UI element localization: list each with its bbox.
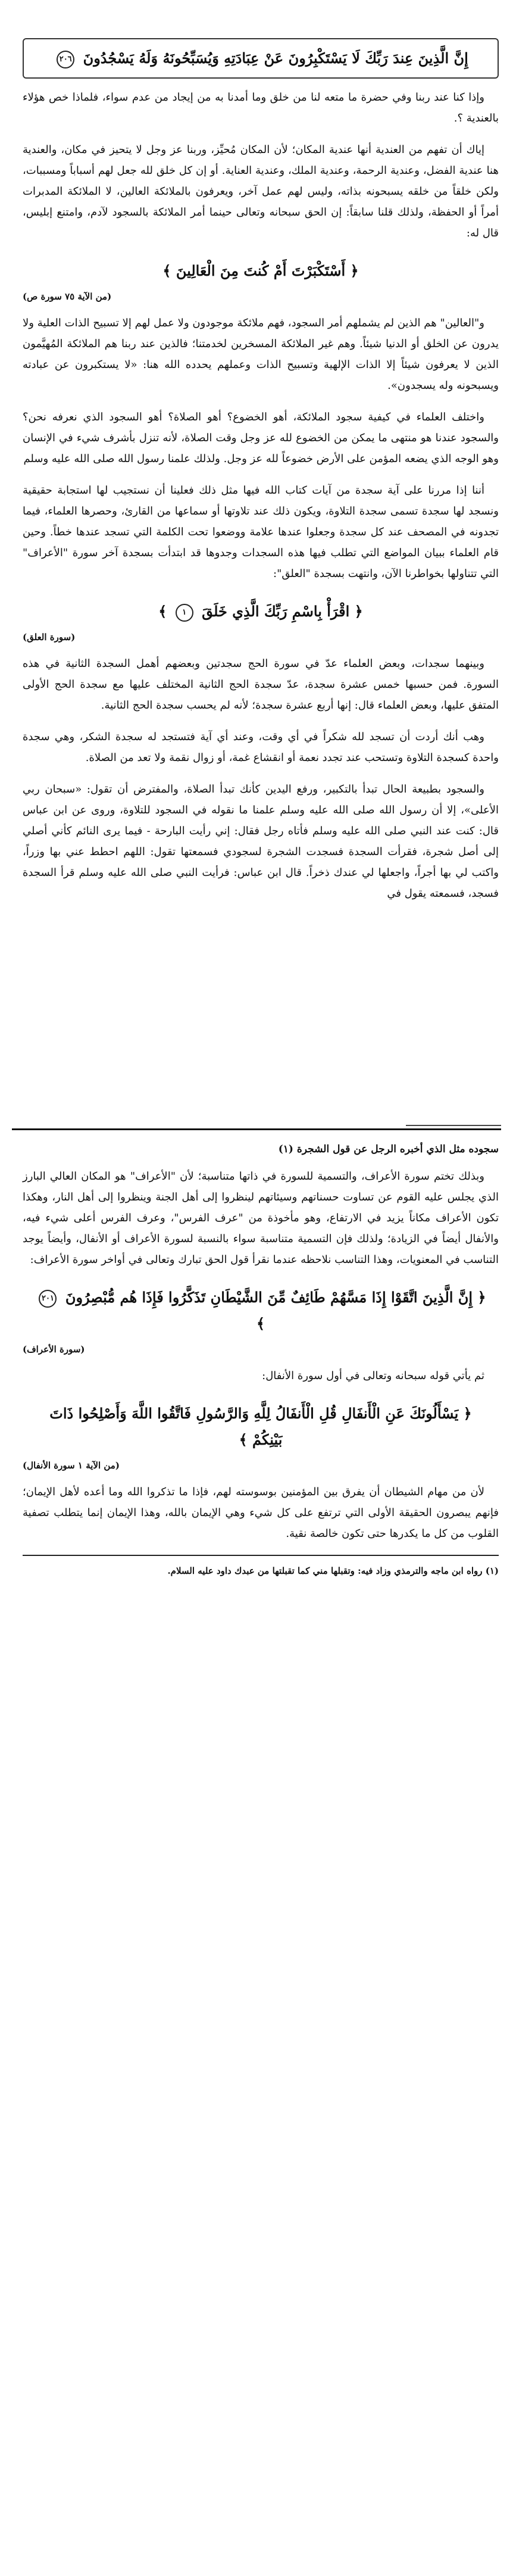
footnote-rule [23,1555,499,1556]
continued-text-body: سجوده مثل الذي أخبره الرجل عن قول الشجرة [296,1143,499,1155]
paragraph: والسجود بطبيعة الحال تبدأ بالتكبير، ورفع اليدين كأنك تبدأ الصلاة، والمفترض أن تقول: «سبحان ربي الأعلى»، إلا أن رسول الله صلى الله عليه وسلم علمنا ما نقوله في السجود للتلاوة، وروى عن ابن عباس قال: كنت عند النبي صلى الله عليه وسلم فأتاه رجل فقال: إني رأيت البارحة - فيما يرى النائم كأني أصلي إلى أصل شجرة، فقرأت السجدة فسجدت الشجرة لسجودي فسمعتها تقول: اللهم احطط عني بها وزراً، واكتب لي بها أجراً، واجعلها لي عندك ذخراً. قال ابن عباس: فرأيت النبي صلى الله عليه وسلم قرأ السجدة فسجد، فسمعته يقول في [23,783,499,900]
quran-verse-text: أَسْتَكْبَرْتَ أَمْ كُنتَ مِنَ الْعَالِينَ [176,262,346,279]
quran-verse-text: اقْرَأْ بِاسْمِ رَبِّكَ الَّذِي خَلَقَ [202,603,350,620]
ayah-header-text: إِنَّ الَّذِينَ عِندَ رَبِّكَ لَا يَسْتَكْبِرُونَ عَنْ عِبَادَتِهِ وَيُسَبِّحُونَهُ وَلَهُ يَسْجُدُونَ [83,49,468,67]
top-page [23,32,499,1002]
verse-reference: (سورة الأعراف) [23,1344,85,1355]
ayah-number-mark: ٢٠١ [39,1290,57,1308]
quran-verse: ﴿ اقْرَأْ بِاسْمِ رَبِّكَ الَّذِي خَلَقَ ١ ﴾ [23,595,499,628]
paragraph: أننا إذا مررنا على آية سجدة من آيات كتاب الله فيها مثل ذلك فعلينا أن نستجيب لها استجابة حقيقية ونسجد لها سجدة تسمى سجدة التلاوة، ويكون ذلك عند تلاوتها أو سماعها من القارئ، وحصرها العلماء، فيما تجدونه في المصحف عند كل سجدة وجعلوا عندها علامة ووضعوا تحت الكلمة التي تسجد عندها خطاً. وحين قام العلماء ببيان المواضع التي تطلب فيها هذه السجدات وجدوها قد ابتدأت بسجدة آخر سورة "الأعراف" التي تتناولها بخواطرنا الآن، وانتهت بسجدة "العلق": [23,484,499,580]
page-divider [12,1128,501,1130]
quran-verse-text: إِنَّ الَّذِينَ اتَّقَوْا إِذَا مَسَّهُمْ طَائِفٌ مِّنَ الشَّيْطَانِ تَذَكَّرُوا فَإِذَا هُم مُّبْصِرُونَ [65,1289,473,1306]
paragraph: لأن من مهام الشيطان أن يفرق بين المؤمنين بوسوسته لهم، فإذا ما تذكروا الله وما أعده لأهل الإيمان؛ فإنهم يبصرون الحقيقة الأولى التي ترتفع على كل شيء وهي الإيمان بالله، وهذا الإيمان إنما يتطلب تصفية القلوب من كل ما يكدرها حتى تكون خالصة نقية. [23,1486,499,1540]
paragraph: وبينهما سجدات، وبعض العلماء عدّ في سورة الحج سجدتين وبعضهم أهمل السجدة الثانية في هذه السورة. فمن حسبها خمس عشرة سجدة، عدّ سجدة الحج الثانية المختلف عليها مع سجدة الحج الأولى المتفق عليها، وبعض العلماء قال: إنها أربع عشرة سجدة؛ لأنه لم يحسب سجدة الحج الثانية. [23,657,499,712]
paragraph: و"العالين" هم الذين لم يشملهم أمر السجود، فهم ملائكة موجودون ولا عمل لهم إلا تسبيح الذات العلية ولا يدرون عن الخلق أو الدنيا شيئاً. وهم غير الملائكة المسخرين لخدمتنا؛ فالذين عند ربنا هم الملائكة المُهيَّمون الذين لا يعرفون شيئاً إلا الذات الإلهية وتسبيح الذات وعملهم يحدده الله هنا: «لا يستكبرون عن عبادته ويسبحونه وله يسجدون». [23,317,499,392]
paragraph: إياك أن تفهم من العندية أنها عندية المكان؛ لأن المكان مُحيِّز، وربنا عز وجل لا يتحيز في مكان، والعندية هنا عندية الفضل، وعندية الرحمة، وعندية الملك، وعندية العناية. أو إن كل خلق لله جعل لهم أسباباً ومسببات، ولكن خلقاً من خلقه يسبحونه بذاته، وليس لهم عمل آخر، ويعرفون بالملائكة العالين، لا الملائكة المدبرات أمراً أو الحفظة، ولذلك قلنا سابقاً: إن الحق سبحانه وتعالى حينما أمر الملائكة بالسجود لآدم، وامتنع إبليس، قال له: [23,144,499,239]
footnote: (١) رواه ابن ماجه والترمذي وزاد فيه: وتقبلها مني كما تقبلتها من عبدك داود عليه السلام. [167,1565,499,1576]
continued-text [23,1143,499,1155]
bottom-page [23,1143,499,2048]
paragraph: واختلف العلماء في كيفية سجود الملائكة، أهو الخضوع؟ أهو الصلاة؟ أهو السجود الذي نعرفه نحن؟ والسجود عندنا هو منتهى ما يمكن من الخضوع لله عز وجل وقت الصلاة، لأنه تنزل بأشرف شيء في الإنسان وهو الوجه الذي يضعه المؤمن على الأرض خضوعاً لله عز وجل. ولذلك علمنا رسول الله صلى الله عليه وسلم [23,411,499,465]
quran-verse: ﴿ أَسْتَكْبَرْتَ أَمْ كُنتَ مِنَ الْعَالِينَ ﴾ [162,262,359,279]
ayah-header [23,38,499,79]
paragraph: ثم يأتي قوله سبحانه وتعالى في أول سورة الأنفال: [262,1370,484,1382]
quran-verse: ﴿ إِنَّ الَّذِينَ اتَّقَوْا إِذَا مَسَّهُمْ طَائِفٌ مِّنَ الشَّيْطَانِ تَذَكَّرُوا فَإِذَا هُم مُّبْصِرُونَ ٢٠١ ﴾ [23,1281,499,1340]
quran-verse: ﴿ يَسْأَلُونَكَ عَنِ الْأَنفَالِ قُلِ الْأَنفَالُ لِلَّهِ وَالرَّسُولِ فَاتَّقُوا اللَّهَ وَأَصْلِحُوا ذَاتَ بَيْنِكُمْ ﴾ [49,1405,472,1448]
quran-verse-text: يَسْأَلُونَكَ عَنِ الْأَنفَالِ قُلِ الْأَنفَالُ لِلَّهِ وَالرَّسُولِ فَاتَّقُوا اللَّهَ وَأَصْلِحُوا ذَاتَ بَيْنِكُمْ [49,1405,459,1448]
paragraph: وهب أنك أردت أن تسجد لله شكراً في أي وقت، وعند أي آية فتستجد له سجدة الشكر، وهي سجدة واحدة كسجدة التلاوة وتستحب عند تجدد نعمة أو انقشاع غمة، أو زوال نقمة ولا تعد من الصلاة. [23,731,499,764]
footnote-marker: (١) [278,1143,293,1155]
ayah-number-mark: ١ [176,604,193,622]
paragraph: وإذا كنا عند ربنا وفي حضرة ما متعه لنا من خلق وما أمدنا به من إيجاد من عدم سواء، فلماذا خص هؤلاء بالعندية ؟. [23,91,499,124]
paragraph: وبذلك تختم سورة الأعراف، والتسمية للسورة في ذاتها متناسبة؛ لأن "الأعراف" هو المكان العالي البارز الذي يجلس عليه القوم عن تساوت حسناتهم وسيئاتهم لينظروا إلى أهل الجنة وينظروا إلى أهل النار، وهكذا تكون الأعراف مكاناً يزيد في الارتفاع، وهو مأخوذة من "عرف الفرس"، وعرف الفرس أعلى شيء فيه، والأنفال أيضاً في الزيادة؛ ولذلك فإن التسمية متناسبة سواء بالنسبة لسورة الأعراف أو الأنفال، وأيضاً يوجد التناسب في المعنويات، وهذا التناسب نلاحظه عندما نقرأ قول الحق تبارك وتعالى في أواخر سورة الأعراف: [23,1170,499,1266]
verse-reference: (سورة العلق) [23,632,76,643]
verse-reference: (من الآية ٧٥ سورة ص) [23,291,112,302]
verse-reference: (من الآية ١ سورة الأنفال) [23,1460,120,1471]
ayah-number-mark: ٢٠٦ [57,51,74,68]
